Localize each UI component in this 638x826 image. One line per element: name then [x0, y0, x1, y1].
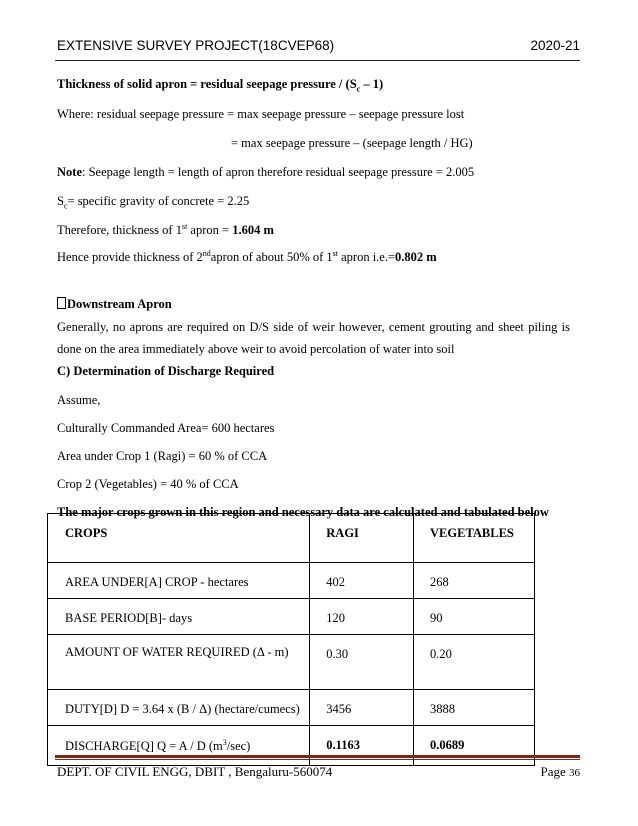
residual-pressure-definition: Where: residual seepage pressure = max seepage pressure – seepage pressure lost [57, 107, 465, 121]
page-header [57, 38, 580, 58]
header-ragi: RAGI [310, 514, 414, 563]
downstream-apron-heading: Downstream Apron [57, 297, 172, 312]
section-c-heading: C) Determination of Discharge Required [57, 364, 275, 378]
header-crops: CROPS [48, 514, 310, 563]
crop2-line: Crop 2 (Vegetables) = 40 % of CCA [57, 477, 239, 491]
first-apron-thickness: Therefore, thickness of 1st apron = 1.604 m [57, 222, 274, 238]
footer-rule-thin [55, 759, 580, 760]
discharge-ragi: 0.1163 [310, 726, 414, 766]
table-row: BASE PERIOD[B]- days 120 90 [48, 599, 535, 635]
table-caption: The major crops grown in this region and necessary data are calculated and tabulated below [57, 505, 549, 519]
cca-line: Culturally Commanded Area= 600 hectares [57, 421, 275, 435]
table-header-row [48, 514, 535, 563]
seepage-note: Note: Seepage length = length of apron therefore residual seepage pressure = 2.005 [57, 165, 475, 179]
table-row: AMOUNT OF WATER REQUIRED (Δ - m) 0.30 0.20 [48, 635, 535, 690]
footer-page: Page 36 [540, 764, 580, 779]
assume-label: Assume, [57, 393, 101, 407]
crop1-line: Area under Crop 1 (Ragi) = 60 % of CCA [57, 449, 268, 463]
header-vegetables: VEGETABLES [414, 514, 535, 563]
header-rule [55, 60, 580, 61]
downstream-apron-paragraph: Generally, no aprons are required on D/S side of weir however, cement grouting and sheet piling is done on the area immediately above weir to avoid percolation of water into soil [57, 320, 570, 356]
footer-rule-thick [55, 755, 580, 758]
second-apron-thickness: Hence provide thickness of 2ndapron of about 50% of 1st apron i.e.=0.802 m [57, 249, 437, 265]
crops-table [47, 513, 535, 766]
footer-department: DEPT. OF CIVIL ENGG, DBIT , Bengaluru-560074 [57, 764, 333, 779]
table-row: AREA UNDER[A] CROP - hectares 402 268 [48, 563, 535, 599]
bullet-placeholder-box [57, 297, 66, 309]
discharge-label: DISCHARGE[Q] Q = A / D $(m^3/\sec)$ [48, 726, 310, 766]
header-year: 2020-21 [530, 38, 580, 53]
page-number: 36 [569, 767, 580, 779]
discharge-vegetables: 0.0689 [414, 726, 535, 766]
table-row: DUTY[D] D = 3.64 x (B / Δ) (hectare/cumecs) 3456 3888 [48, 690, 535, 726]
residual-pressure-expansion: = max seepage pressure – (seepage length / HG) [231, 136, 473, 150]
specific-gravity-line: $S_c=$ specific gravity of concrete = 2.25 [57, 194, 250, 211]
apron-thickness-formula: Thickness of solid apron = residual seepage pressure / $(S_c - 1)$ [57, 77, 384, 94]
header-title: EXTENSIVE SURVEY PROJECT(18CVEP68) [57, 38, 335, 53]
